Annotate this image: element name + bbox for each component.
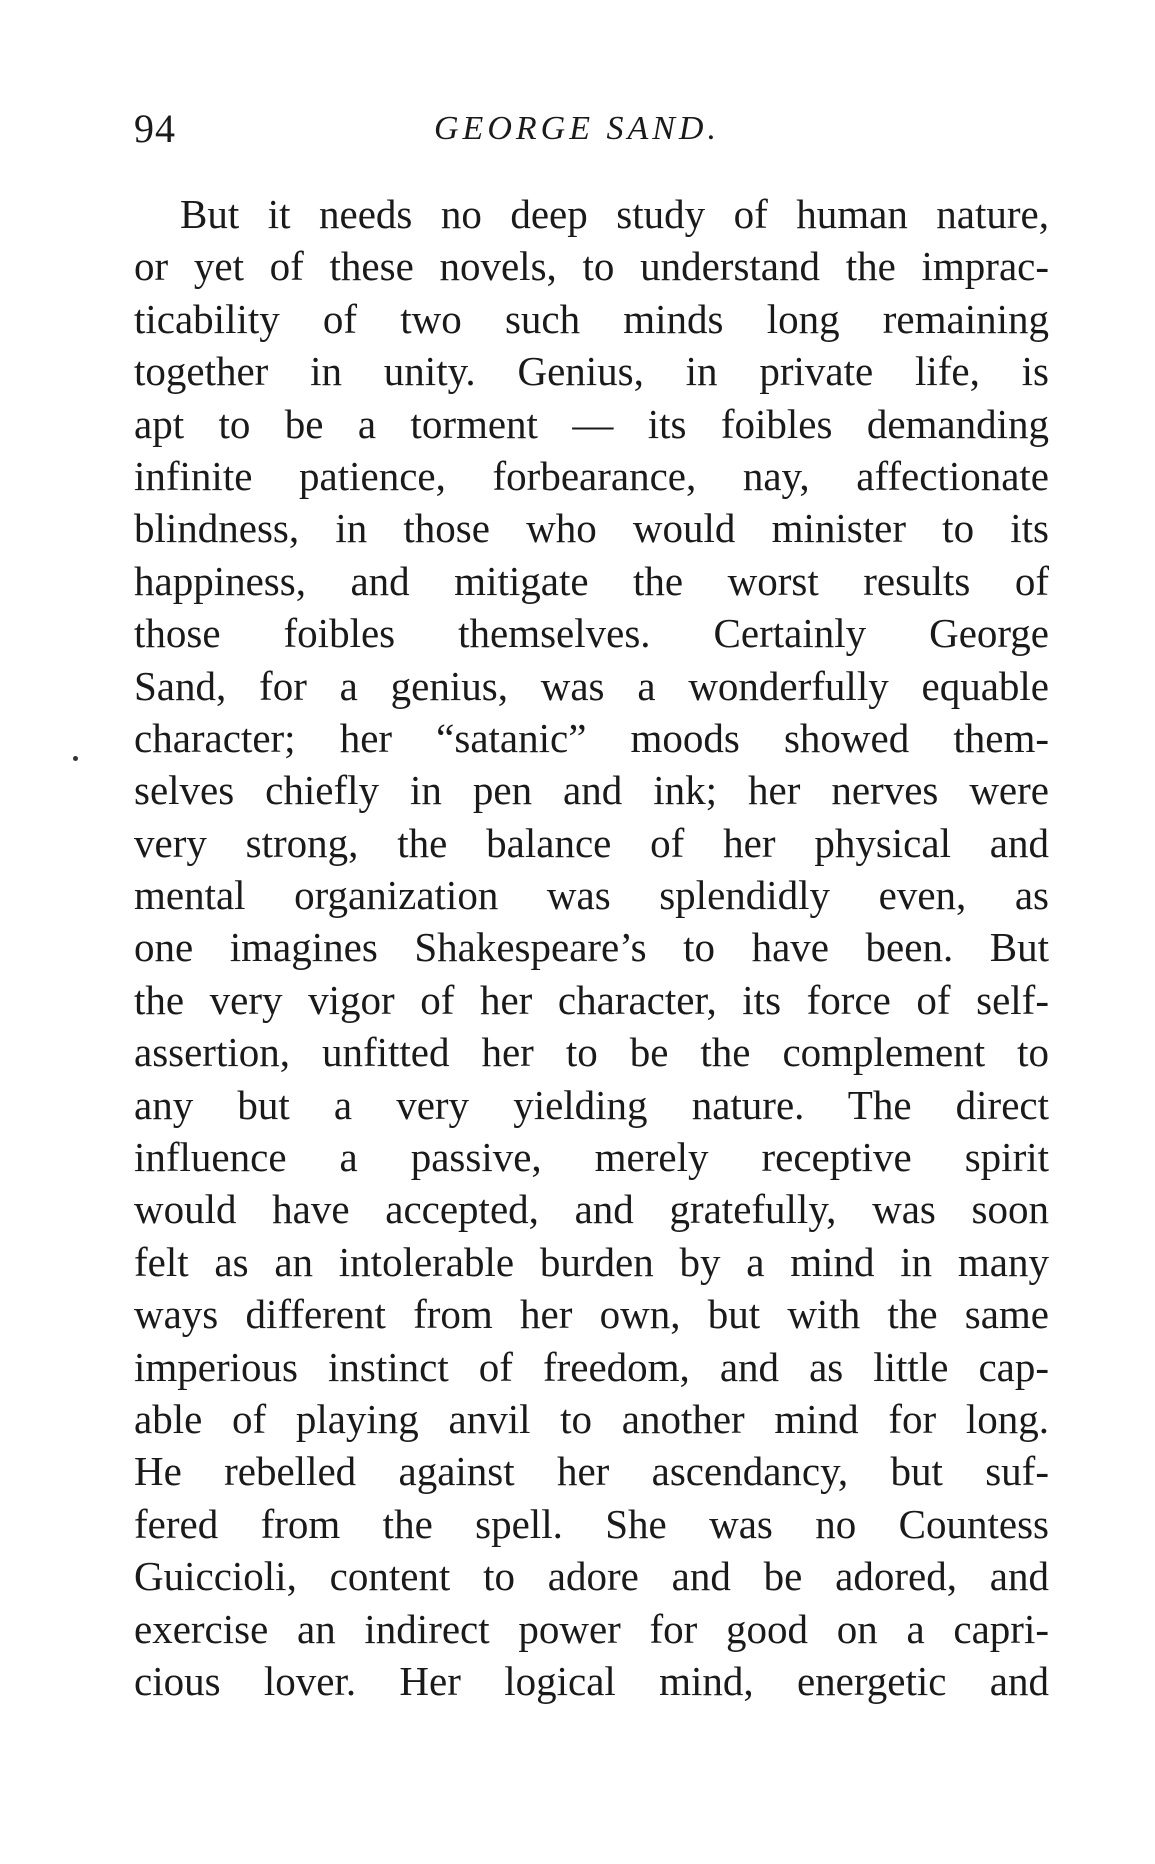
text-line: Sand, for a genius, was a wonderfully equable: [134, 662, 1049, 709]
text-line: imperious instinct of freedom, and as little cap-: [134, 1343, 1049, 1390]
text-line: felt as an intolerable burden by a mind in many: [134, 1238, 1049, 1285]
print-speck: [73, 756, 78, 761]
text-line: any but a very yielding nature. The direct: [134, 1081, 1049, 1128]
text-line: Guiccioli, content to adore and be adored, and: [134, 1553, 1049, 1600]
page-header: [134, 104, 1049, 154]
text-line: influence a passive, merely receptive spirit: [134, 1134, 1049, 1181]
text-line: ticability of two such minds long remaining: [134, 295, 1049, 342]
text-line: apt to be a torment — its foibles demanding: [134, 400, 1049, 447]
text-line: very strong, the balance of her physical and: [134, 819, 1049, 866]
text-line: able of playing anvil to another mind for long.: [134, 1395, 1049, 1442]
text-line: But it needs no deep study of human nature,: [180, 191, 1049, 237]
text-line: the very vigor of her character, its force of self-: [134, 976, 1049, 1023]
text-line: blindness, in those who would minister to its: [134, 505, 1049, 552]
text-line: infinite patience, forbearance, nay, affectionate: [134, 452, 1049, 499]
running-head: GEORGE SAND.: [434, 110, 720, 147]
text-line: assertion, unfitted her to be the complement to: [134, 1029, 1049, 1076]
text-line: He rebelled against her ascendancy, but suf-: [134, 1448, 1049, 1495]
text-line: fered from the spell. She was no Countess: [134, 1500, 1049, 1547]
text-line: those foibles themselves. Certainly George: [134, 610, 1049, 657]
page-number: 94: [134, 106, 176, 151]
text-line: happiness, and mitigate the worst results of: [134, 557, 1049, 604]
body-paragraph: [134, 188, 1049, 1707]
text-line: selves chiefly in pen and ink; her nerves were: [134, 767, 1049, 814]
text-line: character; her “satanic” moods showed them-: [134, 714, 1049, 761]
text-line: together in unity. Genius, in private life, is: [134, 348, 1049, 395]
text-line: exercise an indirect power for good on a capri-: [134, 1605, 1049, 1652]
text-line: cious lover. Her logical mind, energetic and: [134, 1657, 1049, 1704]
text-line: or yet of these novels, to understand the imprac-: [134, 243, 1049, 290]
text-line: would have accepted, and gratefully, was soon: [134, 1186, 1049, 1233]
text-line: ways different from her own, but with the same: [134, 1291, 1049, 1338]
text-line: mental organization was splendidly even, as: [134, 872, 1049, 919]
text-line: one imagines Shakespeare’s to have been. But: [134, 924, 1049, 971]
